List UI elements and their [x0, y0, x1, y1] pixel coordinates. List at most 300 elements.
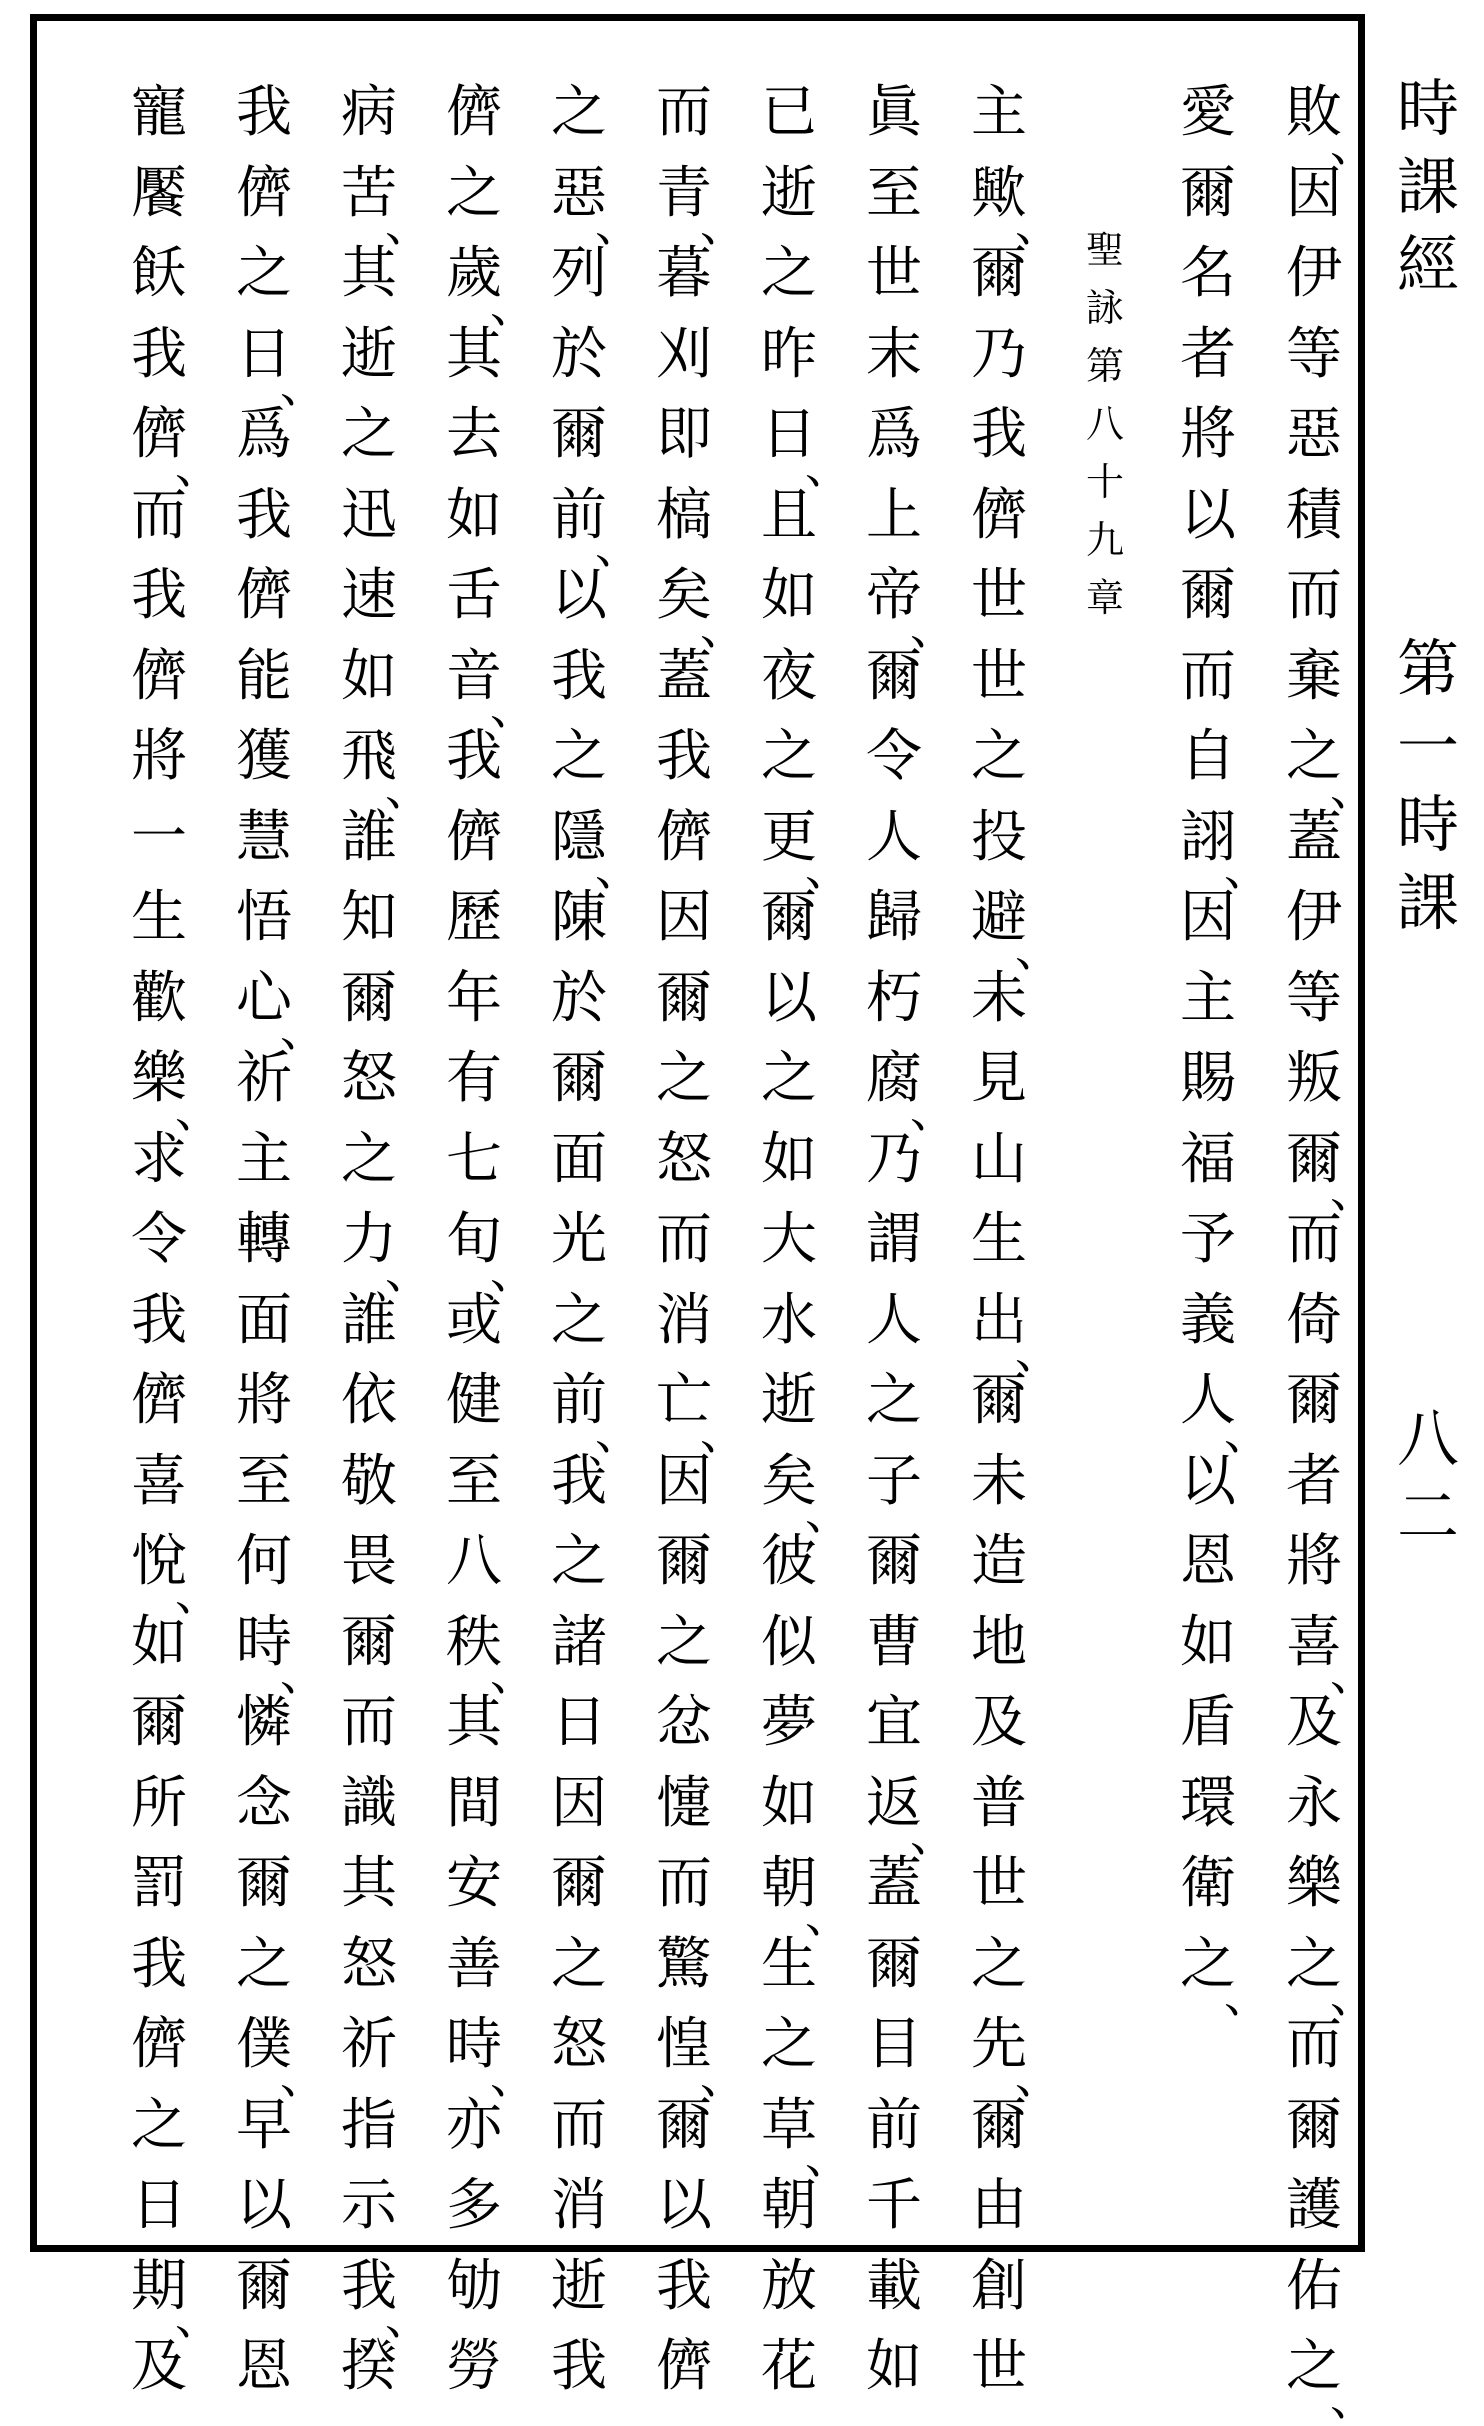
text-glyph: 我 — [551, 2334, 607, 2400]
punctuation-mark: 、 — [175, 2291, 221, 2345]
text-glyph: 倚 — [1286, 1287, 1342, 1353]
text-glyph: 槁 — [656, 482, 712, 548]
text-glyph: 喜 — [131, 1448, 187, 1514]
text-frame — [30, 14, 1376, 2426]
text-glyph: 子 — [866, 1448, 922, 1514]
text-glyph: 罰 — [131, 1851, 187, 1917]
text-glyph: 朽 — [866, 965, 922, 1031]
text-glyph: 儕 、 — [131, 402, 221, 494]
text-glyph: 主 — [971, 80, 1027, 146]
punctuation-mark: 、 — [1015, 2049, 1061, 2104]
text-glyph: 儕 — [446, 804, 502, 870]
text-glyph: 環 — [1180, 1770, 1236, 1836]
page-number — [1378, 1400, 1478, 1556]
text-glyph: 腐 、 — [866, 1046, 956, 1138]
text-glyph: 指 — [341, 2092, 397, 2158]
punctuation-mark: 、 — [700, 600, 746, 655]
text-glyph: 速 — [341, 563, 397, 629]
text-glyph: 爾 — [341, 965, 397, 1031]
text-glyph: 其 — [341, 241, 397, 307]
text-glyph: 間 — [446, 1770, 502, 1836]
text-glyph: 即 — [656, 402, 712, 468]
text-glyph: 爾 — [656, 965, 712, 1031]
text-glyph: 怒 — [656, 1126, 712, 1192]
text-glyph: 人 — [866, 1287, 922, 1353]
text-glyph: 之 — [551, 724, 607, 790]
text-glyph: 及 — [971, 1690, 1027, 1756]
text-glyph: 之 — [866, 1368, 922, 1434]
text-glyph: 逝 — [551, 2253, 607, 2319]
text-glyph: 日 — [551, 1690, 607, 1756]
text-glyph: 福 — [1180, 1126, 1236, 1192]
text-glyph: 儕 — [656, 2334, 712, 2400]
text-glyph: 上 — [866, 482, 922, 548]
punctuation-mark: 、 — [595, 520, 641, 574]
section-title — [1378, 630, 1478, 942]
text-glyph: 叛 — [1286, 1046, 1342, 1112]
text-glyph: 世 — [971, 563, 1027, 629]
text-glyph: 令 — [866, 724, 922, 790]
text-glyph: 而 — [341, 1690, 397, 1756]
text-glyph: 予 — [1180, 1207, 1236, 1273]
text-glyph: 怒 — [341, 1931, 397, 1997]
text-glyph: 夜 — [761, 643, 817, 709]
punctuation-mark: 、 — [595, 198, 641, 252]
punctuation-mark: 、 — [490, 1244, 536, 1299]
text-glyph: 我 — [236, 80, 292, 146]
text-glyph: 投 — [971, 804, 1027, 870]
text-glyph: 饜 — [131, 160, 187, 226]
text-glyph: 而 — [656, 80, 712, 146]
text-glyph: 僕 、 — [236, 2012, 326, 2104]
text-glyph: 之 — [131, 2092, 187, 2158]
text-glyph: 朝 、 — [761, 1851, 851, 1943]
text-glyph: 之 — [236, 1931, 292, 1997]
text-glyph: 知 — [341, 885, 397, 951]
text-glyph: 病 — [341, 80, 397, 146]
chapter-heading — [1075, 221, 1135, 627]
text-glyph: 以 — [551, 563, 607, 629]
text-glyph: 之 — [341, 1126, 397, 1192]
text-glyph: 心 、 — [236, 965, 326, 1057]
text-glyph: 日 、 — [761, 402, 851, 494]
text-glyph: 造 — [971, 1529, 1027, 1595]
punctuation-mark: 、 — [1224, 1405, 1270, 1460]
text-glyph: 詡 、 — [1180, 804, 1270, 896]
text-glyph: 先 、 — [971, 2012, 1061, 2104]
text-glyph: 亡 、 — [656, 1368, 746, 1460]
text-glyph: 乃 — [971, 321, 1027, 387]
margin-glyph: 經 — [1396, 228, 1459, 301]
text-glyph: 期 、 — [131, 2253, 221, 2345]
text-glyph: 將 — [1180, 402, 1236, 468]
text-glyph: 儕 — [131, 1368, 187, 1434]
text-glyph: 世 — [971, 2334, 1027, 2400]
text-glyph: 畏 — [341, 1529, 397, 1595]
heading-glyph: 聖 — [1085, 228, 1124, 272]
text-glyph: 揆 — [341, 2334, 397, 2400]
text-glyph: 將 — [236, 1368, 292, 1434]
text-glyph: 未 — [971, 965, 1027, 1031]
text-glyph: 爾 、 — [1286, 1126, 1376, 1218]
text-glyph: 面 — [551, 1126, 607, 1192]
text-glyph: 爾 — [131, 1690, 187, 1756]
text-glyph: 因 — [551, 1770, 607, 1836]
text-glyph: 之 — [551, 1529, 607, 1595]
text-glyph: 世 — [866, 241, 922, 307]
punctuation-mark: 、 — [1330, 761, 1376, 816]
text-glyph: 歲 、 — [446, 241, 536, 333]
text-glyph: 悟 — [236, 885, 292, 951]
text-glyph: 之 、 — [1286, 724, 1376, 816]
text-glyph: 因 — [1286, 160, 1342, 226]
margin-glyph: 八 — [1396, 1402, 1459, 1475]
text-column — [539, 73, 641, 2408]
text-glyph: 避 、 — [971, 885, 1061, 977]
text-column — [959, 73, 1061, 2408]
text-glyph: 我 — [446, 724, 502, 790]
punctuation-mark: 、 — [490, 1647, 536, 1701]
text-glyph: 等 — [1286, 321, 1342, 387]
text-glyph: 而 — [551, 2092, 607, 2158]
text-glyph: 水 — [761, 1287, 817, 1353]
text-glyph: 而 — [131, 482, 187, 548]
punctuation-mark: 、 — [490, 681, 536, 735]
text-glyph: 喜 、 — [1286, 1609, 1376, 1701]
text-glyph: 惡 、 — [551, 160, 641, 252]
text-glyph: 衛 — [1180, 1851, 1236, 1917]
text-glyph: 轉 — [236, 1207, 292, 1273]
punctuation-mark: 、 — [385, 1244, 431, 1299]
text-glyph: 宜 — [866, 1690, 922, 1756]
heading-glyph: 十 — [1085, 460, 1124, 504]
heading-glyph: 詠 — [1085, 286, 1124, 330]
text-glyph: 佑 — [1286, 2253, 1342, 2319]
text-glyph: 逝 — [761, 160, 817, 226]
text-glyph: 驚 — [656, 1931, 712, 1997]
text-glyph: 面 — [236, 1287, 292, 1353]
text-glyph: 之 — [551, 1931, 607, 1997]
text-glyph: 花 — [761, 2334, 817, 2400]
punctuation-mark: 、 — [1015, 922, 1061, 977]
text-glyph: 積 — [1286, 482, 1342, 548]
text-glyph: 我 — [656, 2253, 712, 2319]
text-glyph: 憐 — [236, 1690, 292, 1756]
text-glyph: 隱 、 — [551, 804, 641, 896]
heading-glyph: 八 — [1085, 402, 1124, 446]
punctuation-mark: 、 — [490, 2049, 536, 2104]
punctuation-mark: 、 — [805, 1486, 851, 1540]
text-glyph: 草 、 — [761, 2092, 851, 2184]
punctuation-mark: 、 — [805, 439, 851, 494]
text-glyph: 於 — [551, 321, 607, 387]
text-glyph: 爾 — [236, 2253, 292, 2319]
text-glyph: 如 — [1180, 1609, 1236, 1675]
text-glyph: 世 — [971, 1851, 1027, 1917]
text-glyph: 劬 — [446, 2253, 502, 2319]
text-glyph: 爲 — [236, 402, 292, 468]
text-glyph: 出 、 — [971, 1287, 1061, 1379]
punctuation-mark: 、 — [385, 2291, 431, 2345]
text-glyph: 普 — [971, 1770, 1027, 1836]
text-glyph: 求 — [131, 1126, 187, 1192]
text-glyph: 已 — [761, 80, 817, 146]
text-glyph: 前 — [866, 2092, 922, 2158]
text-glyph: 我 — [551, 1448, 607, 1514]
punctuation-mark: 、 — [910, 600, 956, 655]
text-glyph: 爾 — [656, 2092, 712, 2158]
punctuation-mark: 、 — [1330, 1164, 1376, 1218]
text-glyph: 如 — [341, 643, 397, 709]
text-glyph: 安 — [446, 1851, 502, 1917]
margin-glyph: 課 — [1396, 866, 1459, 939]
text-glyph: 放 — [761, 2253, 817, 2319]
text-glyph: 伊 — [1286, 885, 1342, 951]
text-glyph: 儕 — [236, 563, 292, 629]
text-glyph: 世 — [971, 643, 1027, 709]
text-glyph: 者 — [1286, 1448, 1342, 1514]
text-glyph: 護 — [1286, 2173, 1342, 2239]
punctuation-mark: 、 — [1224, 1969, 1270, 2023]
text-glyph: 誰 — [341, 804, 397, 870]
text-glyph: 刈 — [656, 321, 712, 387]
text-glyph: 曹 — [866, 1609, 922, 1675]
text-glyph: 而 — [1286, 563, 1342, 629]
text-glyph: 伊 — [1286, 241, 1342, 307]
text-glyph: 蓋 — [866, 1851, 922, 1917]
text-glyph: 者 — [1180, 321, 1236, 387]
text-glyph: 一 — [131, 804, 187, 870]
text-glyph: 主 — [1180, 965, 1236, 1031]
punctuation-mark: 、 — [910, 1808, 956, 1862]
text-column — [749, 73, 851, 2408]
text-glyph: 之 、 — [1286, 1931, 1376, 2023]
text-glyph: 獲 — [236, 724, 292, 790]
text-glyph: 名 — [1180, 241, 1236, 307]
text-glyph: 之 — [236, 241, 292, 307]
text-glyph: 山 — [971, 1126, 1027, 1192]
text-glyph: 末 — [866, 321, 922, 387]
text-glyph: 目 — [866, 2012, 922, 2078]
text-glyph: 其 — [446, 321, 502, 387]
margin-glyph: 一 — [1396, 710, 1459, 783]
text-glyph: 早 — [236, 2092, 292, 2158]
punctuation-mark: 、 — [490, 278, 536, 333]
text-glyph: 恩 — [236, 2334, 292, 2400]
text-glyph: 蓋 — [1286, 804, 1342, 870]
text-glyph: 之 — [761, 1046, 817, 1112]
punctuation-mark: 、 — [805, 842, 851, 896]
text-glyph: 之 — [551, 1287, 607, 1353]
text-glyph: 前 、 — [551, 482, 641, 574]
text-glyph: 苦 、 — [341, 160, 431, 252]
text-glyph: 似 — [761, 1609, 817, 1675]
text-glyph: 而 — [1286, 1207, 1342, 1273]
text-glyph: 力 、 — [341, 1207, 431, 1299]
text-glyph: 懥 — [656, 1770, 712, 1836]
text-glyph: 何 — [236, 1529, 292, 1595]
text-glyph: 寵 — [131, 80, 187, 146]
text-glyph: 能 — [236, 643, 292, 709]
text-glyph: 永 — [1286, 1770, 1342, 1836]
text-glyph: 我 — [131, 563, 187, 629]
punctuation-mark: 、 — [1330, 1969, 1376, 2023]
text-column — [1168, 73, 1270, 2023]
text-glyph: 我 — [656, 724, 712, 790]
text-glyph: 眞 — [866, 80, 922, 146]
punctuation-mark: 、 — [700, 2049, 746, 2104]
text-glyph: 爾 — [1180, 563, 1236, 629]
text-glyph: 祈 — [236, 1046, 292, 1112]
text-glyph: 爾 — [761, 885, 817, 951]
text-glyph: 因 — [656, 885, 712, 951]
text-glyph: 時 、 — [446, 2012, 536, 2104]
text-glyph: 儕 — [656, 804, 712, 870]
text-glyph: 光 — [551, 1207, 607, 1273]
text-glyph: 有 — [446, 1046, 502, 1112]
punctuation-mark: 、 — [1015, 1325, 1061, 1379]
text-glyph: 逝 — [761, 1368, 817, 1434]
text-glyph: 暮 — [656, 241, 712, 307]
text-glyph: 迅 — [341, 482, 397, 548]
text-glyph: 及 — [1286, 1690, 1342, 1756]
text-glyph: 爾 — [551, 1851, 607, 1917]
text-glyph: 謂 — [866, 1207, 922, 1273]
text-glyph: 爾 — [971, 241, 1027, 307]
text-glyph: 儕 — [971, 482, 1027, 548]
text-glyph: 念 — [236, 1770, 292, 1836]
punctuation-mark: 、 — [175, 1566, 221, 1621]
text-glyph: 而 — [1286, 2012, 1342, 2078]
text-glyph: 地 — [971, 1609, 1027, 1675]
text-glyph: 之 — [971, 724, 1027, 790]
text-glyph: 及 — [131, 2334, 187, 2400]
text-glyph: 七 — [446, 1126, 502, 1192]
text-glyph: 消 — [551, 2173, 607, 2239]
punctuation-mark: 、 — [1330, 117, 1376, 172]
punctuation-mark: 、 — [1015, 198, 1061, 252]
margin-glyph: 時 — [1396, 72, 1459, 145]
text-glyph: 更 、 — [761, 804, 851, 896]
text-glyph: 飛 、 — [341, 724, 431, 816]
text-column — [224, 73, 326, 2408]
heading-glyph: 第 — [1085, 344, 1124, 388]
text-glyph: 我 — [551, 643, 607, 709]
text-glyph: 誰 — [341, 1287, 397, 1353]
text-glyph: 前 、 — [551, 1368, 641, 1460]
text-glyph: 之 — [446, 160, 502, 226]
text-glyph: 八 — [446, 1529, 502, 1595]
text-column — [119, 73, 221, 2408]
text-glyph: 消 — [656, 1287, 712, 1353]
text-glyph: 悅 、 — [131, 1529, 221, 1621]
text-glyph: 陳 — [551, 885, 607, 951]
text-glyph: 因 — [1180, 885, 1236, 951]
text-glyph: 矣 、 — [656, 563, 746, 655]
text-glyph: 矣 、 — [761, 1448, 851, 1540]
text-glyph: 我 — [236, 482, 292, 548]
punctuation-mark: 、 — [385, 761, 431, 816]
text-glyph: 而 — [656, 1207, 712, 1273]
punctuation-mark: 、 — [595, 842, 641, 896]
text-glyph: 惡 — [1286, 402, 1342, 468]
text-glyph: 如 — [761, 563, 817, 629]
text-glyph: 載 — [866, 2253, 922, 2319]
text-glyph: 樂 — [1286, 1851, 1342, 1917]
text-glyph: 之 、 — [1180, 1931, 1270, 2023]
text-glyph: 未 — [971, 1448, 1027, 1514]
text-glyph: 由 — [971, 2173, 1027, 2239]
text-glyph: 主 — [236, 1126, 292, 1192]
text-glyph: 爾 — [971, 2092, 1027, 2158]
text-glyph: 如 — [446, 482, 502, 548]
text-glyph: 之 — [761, 241, 817, 307]
text-glyph: 如 — [866, 2334, 922, 2400]
text-glyph: 多 — [446, 2173, 502, 2239]
text-glyph: 而 — [1180, 643, 1236, 709]
text-glyph: 大 — [761, 1207, 817, 1273]
text-glyph: 儕 — [131, 2012, 187, 2078]
text-glyph: 生 — [971, 1207, 1027, 1273]
text-glyph: 爾 — [1286, 2092, 1342, 2158]
text-glyph: 愛 — [1180, 80, 1236, 146]
text-glyph: 爾 — [656, 1529, 712, 1595]
text-glyph: 帝 、 — [866, 563, 956, 655]
heading-glyph: 章 — [1085, 576, 1124, 620]
text-glyph: 返 、 — [866, 1770, 956, 1862]
margin-glyph: 二 — [1396, 1480, 1459, 1553]
text-glyph: 且 — [761, 482, 817, 548]
text-glyph: 以 — [656, 2173, 712, 2239]
text-glyph: 我 、 — [341, 2253, 431, 2345]
text-glyph: 去 — [446, 402, 502, 468]
text-glyph: 其 — [446, 1690, 502, 1756]
text-glyph: 人 — [866, 804, 922, 870]
text-glyph: 見 — [971, 1046, 1027, 1112]
text-glyph: 夢 — [761, 1690, 817, 1756]
text-glyph: 爾 — [341, 1609, 397, 1675]
punctuation-mark: 、 — [805, 2130, 851, 2184]
margin-glyph: 第 — [1396, 632, 1459, 705]
text-glyph: 爾 — [1180, 160, 1236, 226]
text-glyph: 昨 — [761, 321, 817, 387]
text-glyph: 年 — [446, 965, 502, 1031]
text-glyph: 惶 、 — [656, 2012, 746, 2104]
text-glyph: 之 — [656, 1046, 712, 1112]
text-glyph: 爾 — [971, 1368, 1027, 1434]
text-glyph: 爾 — [866, 1529, 922, 1595]
text-glyph: 以 — [761, 965, 817, 1031]
text-glyph: 至 — [446, 1448, 502, 1514]
text-glyph: 爾 — [236, 1851, 292, 1917]
punctuation-mark: 、 — [280, 1647, 326, 1701]
text-glyph: 善 — [446, 1931, 502, 1997]
text-glyph: 乃 — [866, 1126, 922, 1192]
margin-glyph: 課 — [1396, 150, 1459, 223]
text-glyph: 歷 — [446, 885, 502, 951]
text-glyph: 爾 — [866, 1931, 922, 1997]
punctuation-mark: 、 — [1330, 1647, 1376, 1701]
punctuation-mark: 、 — [175, 439, 221, 494]
text-glyph: 朝 — [761, 2173, 817, 2239]
text-glyph: 秩 、 — [446, 1609, 536, 1701]
text-glyph: 儕 — [131, 643, 187, 709]
text-glyph: 所 — [131, 1770, 187, 1836]
text-glyph: 敗 、 — [1286, 80, 1376, 172]
text-glyph: 之 — [551, 80, 607, 146]
text-glyph: 蓋 — [656, 643, 712, 709]
text-glyph: 以 — [236, 2173, 292, 2239]
